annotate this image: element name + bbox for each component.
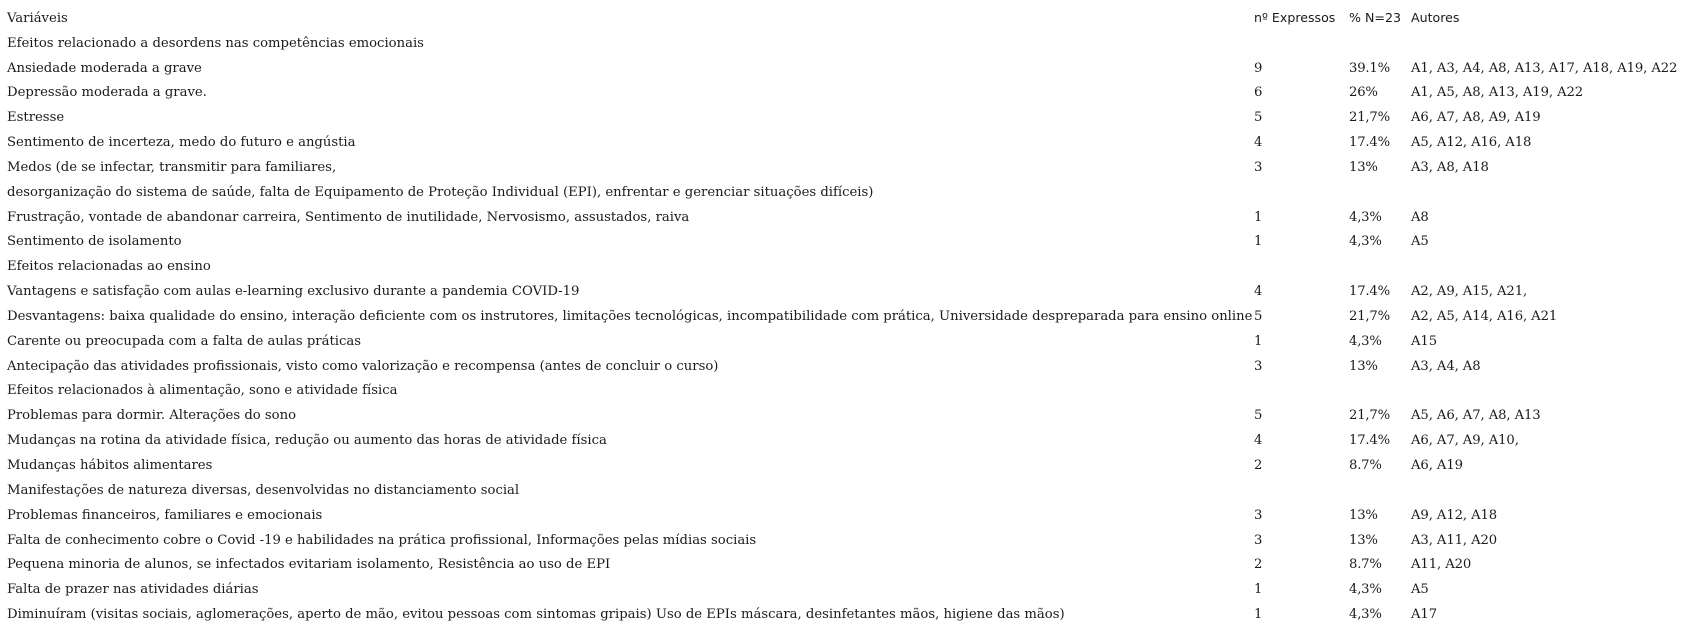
cell-variable: desorganização do sistema de saúde, falta de Equipamento de Proteção Individual (EPI), enfrentar e gerenciar situações difíceis) (7, 184, 874, 200)
cell-expressed: 1 (1254, 209, 1263, 225)
cell-authors (1411, 31, 1691, 56)
header-authors: Autores (1411, 10, 1460, 26)
cell-authors: A6, A7, A9, A10, (1411, 433, 1519, 449)
cell-authors: A15 (1411, 333, 1438, 349)
cell-expressed: 3 (1254, 358, 1263, 374)
table-row (7, 230, 1691, 255)
cell-variable: Estresse (7, 110, 65, 126)
cell-expressed (1254, 31, 1349, 56)
cell-variable: Efeitos relacionadas ao ensino (7, 259, 211, 275)
cell-percent: 4,3% (1349, 234, 1382, 250)
table-row (7, 354, 1691, 379)
table-row (7, 180, 1691, 205)
cell-variable: Frustração, vontade de abandonar carreira, Sentimento de inutilidade, Nervosismo, assustados, raiva (7, 209, 690, 225)
cell-expressed: 6 (1254, 85, 1263, 101)
table-row (7, 428, 1691, 453)
table-row (7, 478, 1691, 503)
table-row (7, 254, 1691, 279)
table-row (7, 105, 1691, 130)
cell-variable: Sentimento de incerteza, medo do futuro e angústia (7, 135, 356, 151)
header-percent: % N=23 (1349, 10, 1401, 26)
cell-authors: A5 (1411, 582, 1429, 598)
cell-percent: 39.1% (1349, 60, 1390, 76)
cell-variable: Desvantagens: baixa qualidade do ensino, interação deficiente com os instrutores, limitações tecnológicas, incompatibilidade com prática, Universidade despreparada para ensino online (7, 308, 1253, 324)
variables-table (7, 6, 1691, 627)
cell-variable: Manifestações de natureza diversas, desenvolvidas no distanciamento social (7, 482, 520, 498)
table-body (7, 31, 1691, 627)
cell-authors: A2, A5, A14, A16, A21 (1411, 308, 1558, 324)
table-row (7, 205, 1691, 230)
cell-variable: Falta de conhecimento cobre o Covid -19 e habilidades na prática profissional, Informações pelas mídias sociais (7, 532, 757, 548)
cell-variable: Mudanças na rotina da atividade física, redução ou aumento das horas de atividade física (7, 433, 607, 449)
cell-percent: 26% (1349, 85, 1378, 101)
cell-variable: Problemas para dormir. Alterações do sono (7, 408, 297, 424)
cell-expressed: 4 (1254, 433, 1263, 449)
cell-expressed: 4 (1254, 135, 1263, 151)
cell-authors (1411, 180, 1691, 205)
cell-percent: 13% (1349, 358, 1378, 374)
cell-expressed: 3 (1254, 159, 1263, 175)
table-row (7, 304, 1691, 329)
cell-percent: 21,7% (1349, 308, 1390, 324)
cell-authors: A6, A19 (1411, 458, 1463, 473)
cell-variable: Ansiedade moderada a grave (7, 60, 202, 76)
cell-percent: 8.7% (1349, 458, 1382, 473)
cell-authors: A9, A12, A18 (1411, 507, 1498, 523)
table-row (7, 503, 1691, 528)
cell-percent: 13% (1349, 507, 1378, 523)
cell-expressed: 3 (1254, 532, 1263, 548)
cell-expressed (1254, 379, 1349, 404)
cell-expressed: 9 (1254, 60, 1263, 76)
cell-expressed (1254, 478, 1349, 503)
table-row (7, 81, 1691, 106)
cell-percent: 13% (1349, 159, 1378, 175)
cell-percent (1349, 379, 1411, 404)
cell-authors: A2, A9, A15, A21, (1411, 284, 1528, 300)
table-row (7, 577, 1691, 602)
cell-variable: Efeitos relacionado a desordens nas competências emocionais (7, 35, 424, 51)
cell-expressed: 3 (1254, 507, 1263, 523)
header-variable: Variáveis (7, 10, 68, 26)
cell-variable: Depressão moderada a grave. (7, 85, 207, 101)
cell-authors: A3, A8, A18 (1411, 159, 1489, 175)
cell-expressed: 1 (1254, 607, 1263, 623)
cell-variable: Falta de prazer nas atividades diárias (7, 582, 259, 598)
table-row (7, 528, 1691, 553)
cell-percent: 4,3% (1349, 582, 1382, 598)
cell-variable: Diminuíram (visitas sociais, aglomerações, aperto de mão, evitou pessoas com sintomas gripais) Uso de EPIs máscara, desinfetantes mãos, higiene das mãos) (7, 607, 1065, 623)
cell-percent: 17.4% (1349, 284, 1390, 300)
cell-variable: Efeitos relacionados à alimentação, sono e atividade física (7, 383, 398, 399)
cell-expressed: 4 (1254, 284, 1263, 300)
cell-expressed: 1 (1254, 333, 1263, 349)
cell-authors: A6, A7, A8, A9, A19 (1411, 110, 1541, 126)
table-row (7, 379, 1691, 404)
cell-percent: 21,7% (1349, 408, 1390, 424)
cell-authors: A5, A6, A7, A8, A13 (1411, 408, 1541, 424)
cell-percent (1349, 180, 1411, 205)
cell-authors (1411, 379, 1691, 404)
table-row (7, 31, 1691, 56)
cell-authors: A3, A4, A8 (1411, 358, 1481, 374)
cell-percent: 8.7% (1349, 557, 1382, 573)
cell-authors: A17 (1411, 607, 1438, 623)
table-row (7, 279, 1691, 304)
cell-percent: 4,3% (1349, 333, 1382, 349)
cell-authors: A3, A11, A20 (1411, 532, 1498, 548)
cell-percent (1349, 478, 1411, 503)
cell-variable: Vantagens e satisfação com aulas e-learning exclusivo durante a pandemia COVID-19 (7, 284, 580, 300)
cell-percent: 17.4% (1349, 135, 1390, 151)
table-row (7, 329, 1691, 354)
cell-expressed: 5 (1254, 110, 1263, 126)
cell-variable: Carente ou preocupada com a falta de aulas práticas (7, 333, 362, 349)
cell-expressed: 1 (1254, 582, 1263, 598)
cell-authors: A11, A20 (1411, 557, 1472, 573)
cell-authors: A1, A5, A8, A13, A19, A22 (1411, 85, 1584, 101)
table-row (7, 453, 1691, 478)
cell-variable: Antecipação das atividades profissionais, visto como valorização e recompensa (antes de concluir o curso) (7, 358, 719, 374)
cell-authors (1411, 478, 1691, 503)
cell-expressed: 5 (1254, 408, 1263, 424)
cell-variable: Problemas financeiros, familiares e emocionais (7, 507, 323, 523)
cell-variable: Medos (de se infectar, transmitir para familiares, (7, 159, 337, 175)
cell-expressed: 2 (1254, 557, 1263, 573)
table-row (7, 404, 1691, 429)
cell-percent: 21,7% (1349, 110, 1390, 126)
cell-percent (1349, 31, 1411, 56)
cell-authors: A5, A12, A16, A18 (1411, 135, 1532, 151)
cell-percent (1349, 254, 1411, 279)
cell-percent: 13% (1349, 532, 1378, 548)
cell-variable: Sentimento de isolamento (7, 234, 182, 250)
cell-expressed: 5 (1254, 308, 1263, 324)
cell-authors: A8 (1411, 209, 1429, 225)
cell-expressed (1254, 254, 1349, 279)
table-row (7, 553, 1691, 578)
cell-authors: A5 (1411, 234, 1429, 250)
cell-percent: 4,3% (1349, 607, 1382, 623)
table-row (7, 56, 1691, 81)
table-row (7, 130, 1691, 155)
cell-authors: A1, A3, A4, A8, A13, A17, A18, A19, A22 (1411, 60, 1678, 76)
header-expressed: nº Expressos (1254, 10, 1336, 26)
cell-percent: 17.4% (1349, 433, 1390, 449)
table-row (7, 602, 1691, 627)
cell-expressed: 1 (1254, 234, 1263, 250)
cell-expressed (1254, 180, 1349, 205)
cell-percent: 4,3% (1349, 209, 1382, 225)
cell-expressed: 2 (1254, 458, 1263, 473)
cell-authors (1411, 254, 1691, 279)
table-header-row (7, 6, 1691, 31)
cell-variable: Pequena minoria de alunos, se infectados evitariam isolamento, Resistência ao uso de EPI (7, 557, 611, 573)
table-row (7, 155, 1691, 180)
cell-variable: Mudanças hábitos alimentares (7, 458, 213, 473)
